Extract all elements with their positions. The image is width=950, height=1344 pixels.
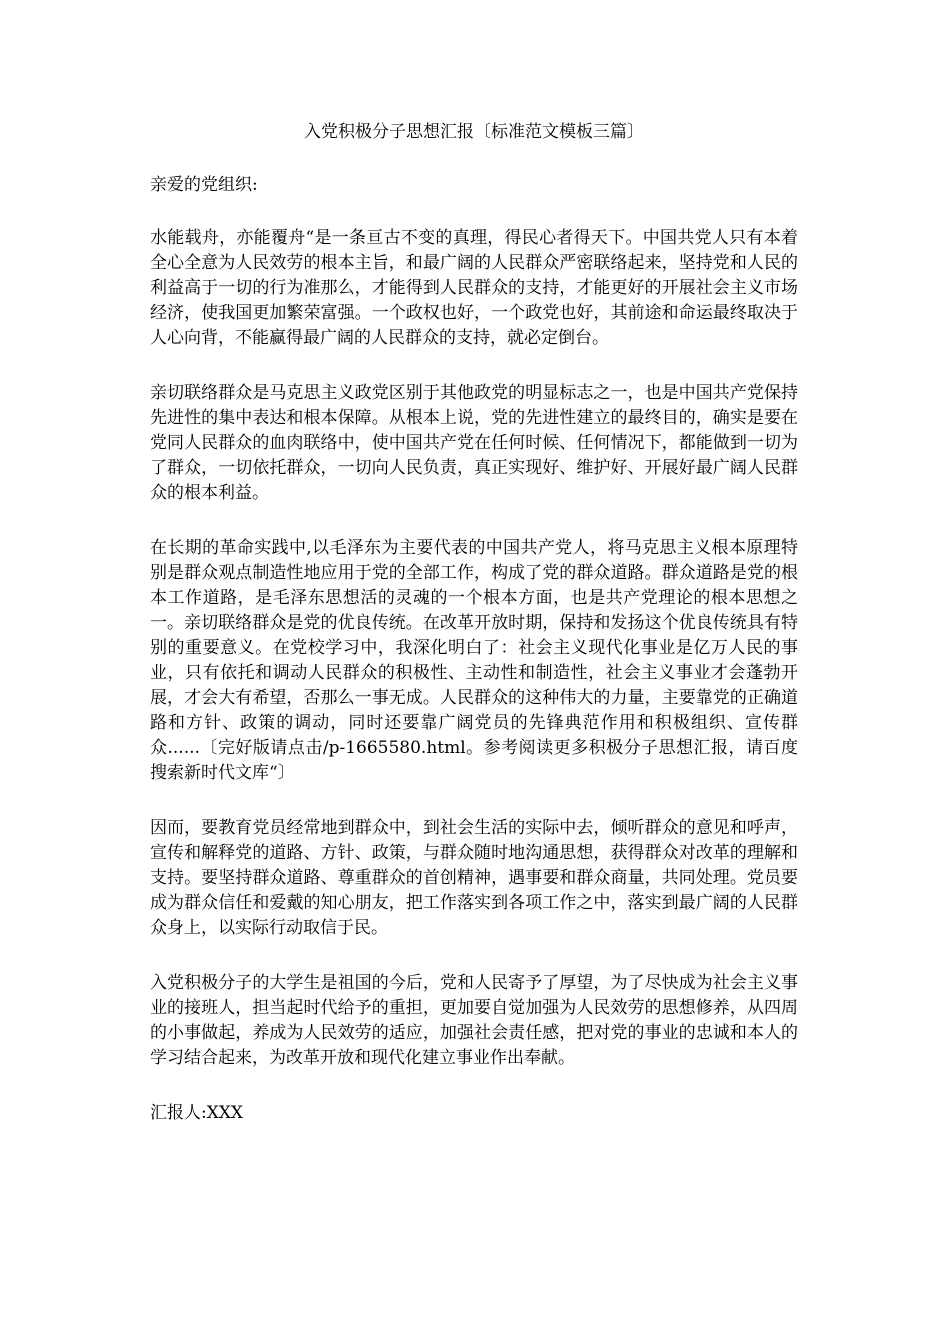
signature: 汇报人:XXX — [150, 1103, 244, 1123]
document-page — [150, 120, 798, 1125]
paragraph-2: 亲切联络群众是马克思主义政党区别于其他政党的明显标志之一，也是中国共产党保持先进性的集中表达和根本保障。从根本上说，党的先进性建立的最终目的，确实是要在党同人民群众的血肉联络中，使中国共产党在任何时候、任何情况下，都能做到一切为了群众，一切依托群众，一切向人民负责，真正实现好、维护好、开展好最广阔人民群众的根本利益。 — [150, 383, 798, 503]
paragraph-1: 水能载舟，亦能覆舟“是一条亘古不变的真理，得民心者得天下。中国共党人只有本着全心全意为人民效劳的根本主旨，和最广阔的人民群众严密联络起来，坚持党和人民的利益高于一切的行为准那么，才能得到人民群众的支持，才能更好的开展社会主义市场经济，使我国更加繁荣富强。一个政权也好，一个政党也好，其前途和命运最终取决于人心向背，不能赢得最广阔的人民群众的支持，就必定倒台。 — [150, 228, 798, 348]
paragraph-3: 在长期的革命实践中,以毛泽东为主要代表的中国共产党人，将马克思主义根本原理特别是群众观点制造性地应用于党的全部工作，构成了党的群众道路。群众道路是党的根本工作道路，是毛泽东思想活的灵魂的一个根本方面，也是共产党理论的根本思想之一。亲切联络群众是党的优良传统。在改革开放时期，保持和发扬这个优良传统具有特别的重要意义。在党校学习中，我深化明白了：社会主义现代化事业是亿万人民的事业，只有依托和调动人民群众的积极性、主动性和制造性，社会主义事业才会蓬勃开展，才会大有希望，否那么一事无成。人民群众的这种伟大的力量，主要靠党的正确道路和方针、政策的调动，同时还要靠广阔党员的先锋典范作用和积极组织、宣传群众......〔完好版请点击/p-1665580.html。参考阅读更多积极分子思想汇报，请百度搜索新时代文库“〕 — [150, 538, 798, 783]
document-title: 入党积极分子思想汇报〔标准范文模板三篇〕 — [304, 122, 644, 142]
paragraph-5: 入党积极分子的大学生是祖国的今后，党和人民寄予了厚望，为了尽快成为社会主义事业的接班人，担当起时代给予的重担，更加要自觉加强为人民效劳的思想修养，从四周的小事做起，养成为人民效劳的适应，加强社会责任感，把对党的事业的忠诚和本人的学习结合起来，为改革开放和现代化建立事业作出奉献。 — [150, 973, 798, 1068]
salutation: 亲爱的党组织: — [150, 175, 258, 195]
paragraph-4: 因而，要教育党员经常地到群众中，到社会生活的实际中去，倾听群众的意见和呼声，宣传和解释党的道路、方针、政策，与群众随时地沟通思想，获得群众对改革的理解和支持。要坚持群众道路、尊重群众的首创精神，遇事要和群众商量，共同处理。党员要成为群众信任和爱戴的知心朋友，把工作落实到各项工作之中，落实到最广阔的人民群众身上，以实际行动取信于民。 — [150, 818, 798, 938]
